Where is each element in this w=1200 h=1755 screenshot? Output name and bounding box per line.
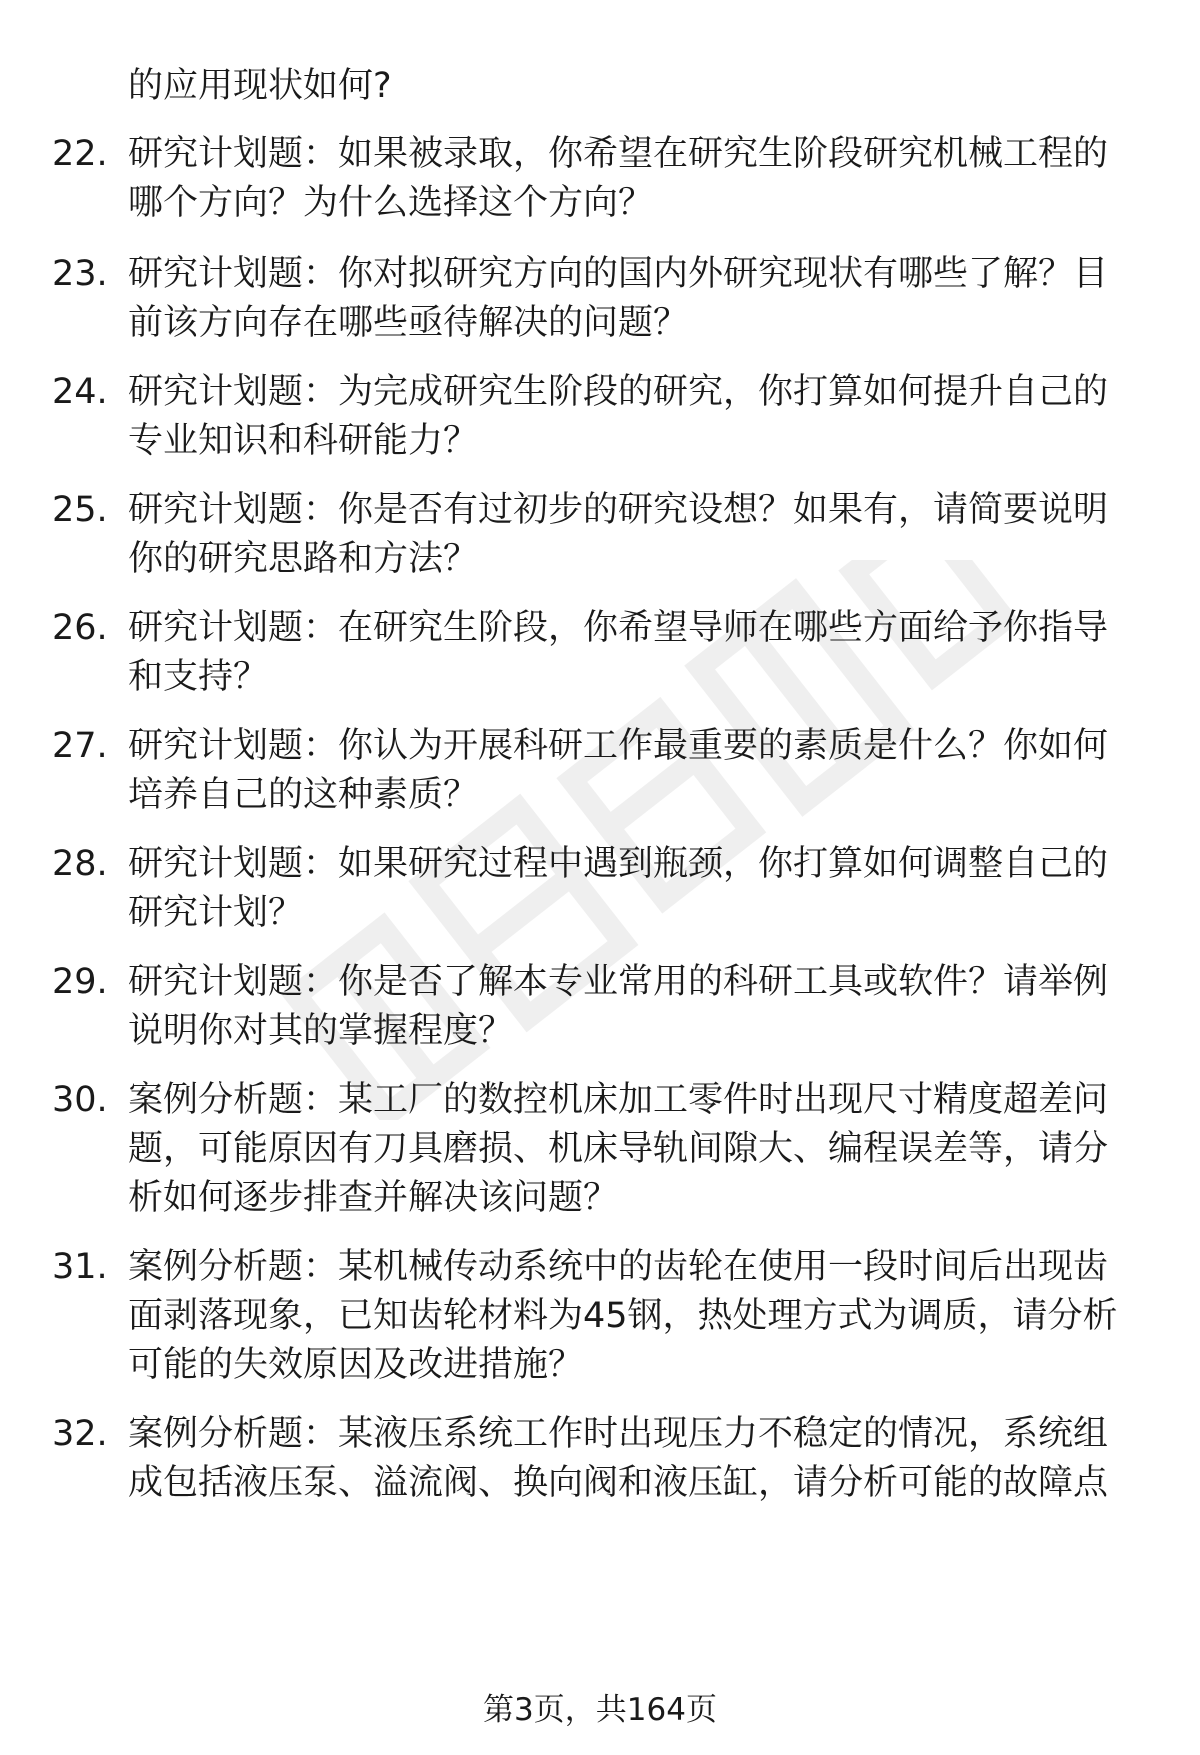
question-line: 可能的失效原因及改进措施？ xyxy=(128,1345,584,1385)
question-line: 研究计划题：你是否有过初步的研究设想？如果有，请简要说明 xyxy=(128,490,1109,530)
question-number: 32. xyxy=(52,1414,108,1454)
question-number: 24. xyxy=(52,372,108,412)
question-line: 你的研究思路和方法？ xyxy=(128,539,479,579)
question-text xyxy=(128,1076,1148,1223)
question-line: 说明你对其的掌握程度？ xyxy=(128,1011,514,1051)
question-text xyxy=(128,368,1148,466)
question-line: 研究计划？ xyxy=(128,893,304,933)
question-number: 27. xyxy=(52,726,108,766)
question-line: 哪个方向？为什么选择这个方向？ xyxy=(128,183,654,223)
question-number: 23. xyxy=(52,254,108,294)
question-line: 成包括液压泵、溢流阀、换向阀和液压缸，请分析可能的故障点 xyxy=(128,1463,1109,1503)
question-text xyxy=(128,722,1148,820)
question-number: 22. xyxy=(52,134,108,174)
question-number: 31. xyxy=(52,1247,108,1287)
question-number: 28. xyxy=(52,844,108,884)
page-indicator: 第3页，共164页 xyxy=(483,1692,717,1728)
question-line: 专业知识和科研能力？ xyxy=(128,421,479,461)
question-text xyxy=(128,1243,1148,1390)
question-line: 研究计划题：你对拟研究方向的国内外研究现状有哪些了解？目 xyxy=(128,254,1109,294)
continued-question-line: 的应用现状如何? xyxy=(128,66,392,106)
question-text xyxy=(128,604,1148,702)
question-number: 29. xyxy=(52,962,108,1002)
question-line: 案例分析题：某工厂的数控机床加工零件时出现尺寸精度超差问 xyxy=(128,1080,1109,1120)
question-line: 研究计划题：如果研究过程中遇到瓶颈，你打算如何调整自己的 xyxy=(128,844,1109,884)
question-text xyxy=(128,1410,1148,1508)
question-line: 研究计划题：你是否了解本专业常用的科研工具或软件？请举例 xyxy=(128,962,1109,1002)
question-text xyxy=(128,840,1148,938)
question-text xyxy=(128,958,1148,1056)
question-line: 前该方向存在哪些亟待解决的问题？ xyxy=(128,303,689,343)
question-text xyxy=(128,486,1148,584)
question-number: 25. xyxy=(52,490,108,530)
question-number: 30. xyxy=(52,1080,108,1120)
question-line: 案例分析题：某液压系统工作时出现压力不稳定的情况，系统组 xyxy=(128,1414,1109,1454)
question-line: 研究计划题：如果被录取，你希望在研究生阶段研究机械工程的 xyxy=(128,134,1109,174)
question-text xyxy=(128,130,1148,228)
question-line: 研究计划题：为完成研究生阶段的研究，你打算如何提升自己的 xyxy=(128,372,1109,412)
question-line: 和支持？ xyxy=(128,657,269,697)
question-line: 研究计划题：在研究生阶段，你希望导师在哪些方面给予你指导 xyxy=(128,608,1109,648)
question-line: 研究计划题：你认为开展科研工作最重要的素质是什么？你如何 xyxy=(128,726,1109,766)
question-text xyxy=(128,250,1148,348)
question-line: 案例分析题：某机械传动系统中的齿轮在使用一段时间后出现齿 xyxy=(128,1247,1109,1287)
question-line: 面剥落现象，已知齿轮材料为45钢，热处理方式为调质，请分析 xyxy=(128,1296,1118,1336)
question-line: 析如何逐步排查并解决该问题？ xyxy=(128,1178,619,1218)
question-line: 题，可能原因有刀具磨损、机床导轨间隙大、编程误差等，请分 xyxy=(128,1129,1109,1169)
question-line: 培养自己的这种素质？ xyxy=(128,775,479,815)
question-number: 26. xyxy=(52,608,108,648)
